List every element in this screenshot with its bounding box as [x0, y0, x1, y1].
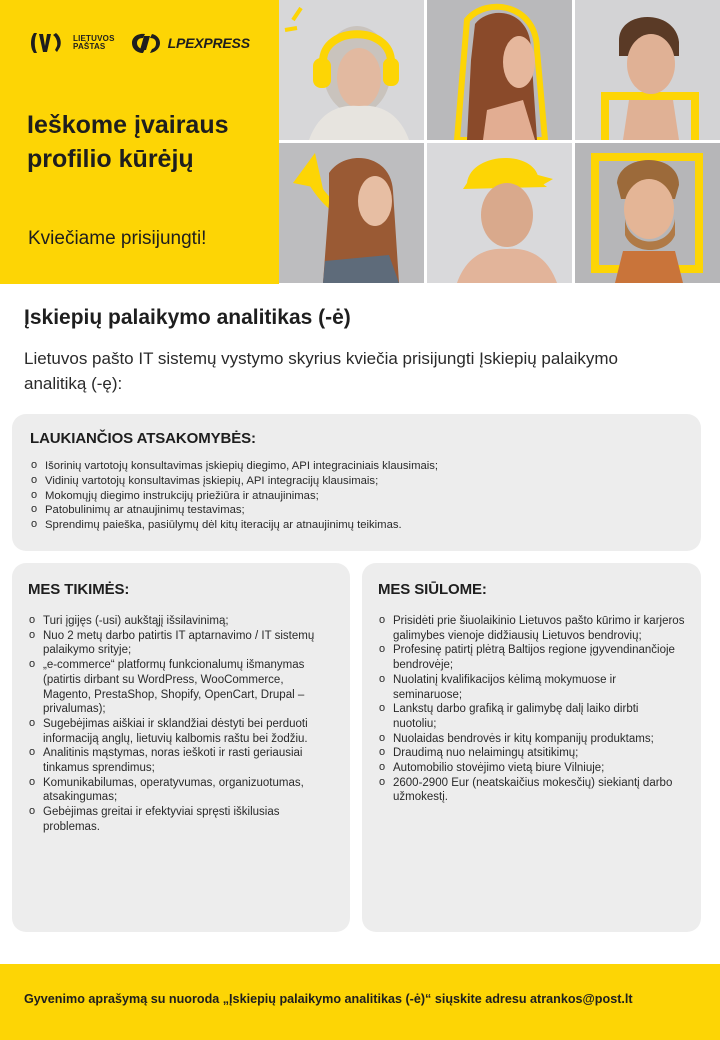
list-item: o Prisidėti prie šiuolaikinio Lietuvos pašto kūrimo ir karjeros galimybes vienoje didžiausių Lietuvos bendrovių;	[378, 614, 685, 643]
list-item: o 2600-2900 Eur (neatskaičius mokesčių) siekiantį darbo užmokestį.	[378, 776, 685, 805]
list-item: o Patobulinimų ar atnaujinimų testavimas;	[30, 503, 683, 518]
list-item: o Nuo 2 metų darbo patirtis IT aptarnavimo / IT sistemų palaikymo srityje;	[28, 629, 334, 658]
list-item: o „e-commerce“ platformų funkcionalumų išmanymas (patirtis dirbant su WordPress, WooCommerce, Magento, PrestaShop, Shopify, OpenCart, Drupal – privalumas);	[28, 658, 334, 717]
offer-list	[378, 614, 685, 805]
list-item: o Profesinę patirtį plėtrą Baltijos regione įgyvendinančioje bendrovėje;	[378, 643, 685, 672]
lpexpress-logo	[129, 31, 250, 55]
responsibilities-heading: LAUKIANČIOS ATSAKOMYBĖS:	[30, 430, 256, 447]
list-item: o Turi įgijęs (-usi) aukštąjį išsilavinimą;	[28, 614, 334, 629]
list-item: o Išorinių vartotojų konsultavimas įskiepių diegimo, API integraciniais klausimais;	[30, 459, 683, 474]
job-title: Įskiepių palaikymo analitikas (-ė)	[24, 306, 351, 329]
offer-heading: MES SIŪLOME:	[378, 581, 487, 598]
list-item: o Analitinis mąstymas, noras ieškoti ir rasti geriausiai tinkamus sprendimus;	[28, 746, 334, 775]
list-item: o Komunikabilumas, operatyvumas, organizuotumas, atsakingumas;	[28, 776, 334, 805]
list-item: o Sugebėjimas aiškiai ir sklandžiai dėstyti bei perduoti informaciją anglų, lietuvių kalbomis raštu bei žodžiu.	[28, 717, 334, 746]
list-item: o Mokomųjų diegimo instrukcijų priežiūra ir atnaujinimas;	[30, 489, 683, 504]
job-intro: Lietuvos pašto IT sistemų vystymo skyrius kviečia prisijungti Įskiepių palaikymo analitiką (-ę):	[24, 349, 618, 393]
photo-woman-profile	[427, 0, 572, 140]
responsibilities-list	[30, 459, 683, 533]
lpexpress-emblem-icon	[129, 31, 163, 55]
list-item: o Draudimą nuo nelaimingų atsitikimų;	[378, 746, 685, 761]
photo-man-beard	[575, 143, 720, 283]
photo-grid	[279, 0, 720, 284]
requirements-box	[12, 563, 350, 932]
logo-text-line2: PAŠTAS	[73, 42, 106, 51]
logo-text-line1: LIETUVOS	[73, 34, 115, 43]
application-instructions: Gyvenimo aprašymą su nuoroda „Įskiepių palaikymo analitikas (-ė)“ siųskite adresu atrankos@post.lt	[24, 992, 633, 1006]
list-item: o Nuolatinį kvalifikacijos kėlimą mokymuose ir seminaruose;	[378, 673, 685, 702]
lpexpress-text: LPEXPRESS	[167, 35, 250, 51]
requirements-list	[28, 614, 334, 835]
hero-banner	[0, 0, 720, 284]
photo-woman-headphones	[279, 0, 424, 140]
offer-box	[362, 563, 701, 932]
list-item: o Sprendimų paieška, pasiūlymų dėl kitų iteracijų ar atnaujinimų teikimas.	[30, 518, 683, 533]
photo-man-cap	[427, 143, 572, 283]
photo-man-curly	[575, 0, 720, 140]
list-item: o Vidinių vartotojų konsultavimas įskiepių, API integracijų klausimais;	[30, 474, 683, 489]
list-item: o Lankstų darbo grafiką ir galimybę dalį laiko dirbti nuotoliu;	[378, 702, 685, 731]
list-item: o Nuolaidas bendrovės ir kitų kompanijų produktams;	[378, 732, 685, 747]
lietuvos-pastas-logo	[28, 30, 115, 56]
list-item: o Automobilio stovėjimo vietą biure Vilniuje;	[378, 761, 685, 776]
logos	[28, 30, 250, 56]
responsibilities-box	[12, 414, 701, 551]
list-item: o Gebėjimas greitai ir efektyviai spręsti iškilusias problemas.	[28, 805, 334, 834]
footer-banner	[0, 964, 720, 1040]
hero-yellow-panel	[0, 0, 279, 284]
hero-title: Ieškome įvairaus profilio kūrėjų	[27, 111, 229, 173]
photo-woman-arrow	[279, 143, 424, 283]
lietuvos-pastas-emblem-icon	[28, 30, 68, 56]
hero-subtitle: Kviečiame prisijungti!	[28, 228, 207, 249]
requirements-heading: MES TIKIMĖS:	[28, 581, 130, 598]
